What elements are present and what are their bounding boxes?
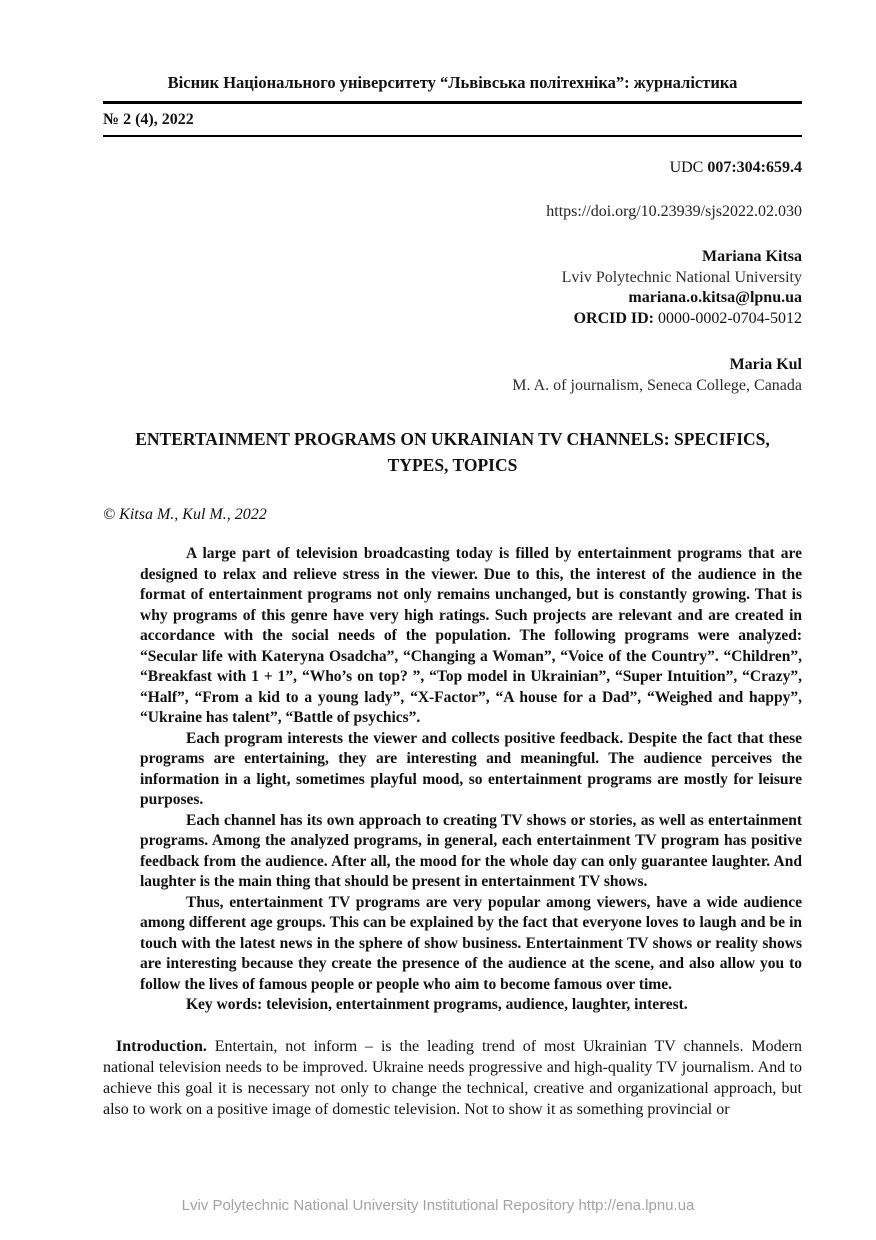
orcid-label: ORCID ID: <box>573 309 659 327</box>
udc-value: 007:304:659.4 <box>707 159 802 176</box>
author-affiliation: M. A. of journalism, Seneca College, Canada <box>512 376 802 394</box>
repository-footer: Lviv Polytechnic National University Institutional Repository http://ena.lpnu.ua <box>181 1197 695 1214</box>
abstract-paragraph: Each program interests the viewer and collects positive feedback. Despite the fact that these programs are entertaining, they are interesting and meaningful. The audience perceives the information in a light, sometimes playful mood, so entertainment programs are mostly for leisure purposes. <box>140 729 802 808</box>
introduction-heading: Introduction. <box>116 1037 207 1055</box>
author-name: Maria Kul <box>729 356 802 373</box>
doi-link: https://doi.org/10.23939/sjs2022.02.030 <box>546 203 802 220</box>
copyright-line: © Kitsa M., Kul M., 2022 <box>103 506 267 523</box>
author-block-2 <box>103 355 802 396</box>
header-rule-bottom <box>103 135 802 137</box>
author-block-1 <box>103 247 802 329</box>
issue-number: № 2 (4), 2022 <box>103 111 194 128</box>
abstract-paragraph: Each channel has its own approach to creating TV shows or stories, as well as entertainment programs. Among the analyzed programs, in general, each entertainment TV program has positive feedback from the audience. After all, the mood for the whole day can only guarantee laughter. And laughter is the main thing that should be present in entertainment TV shows. <box>140 811 802 890</box>
introduction-text: Entertain, not inform – is the leading trend of most Ukrainian TV channels. Modern national television needs to be improved. Ukraine needs progressive and high-quality TV journalism. And to achieve this goal it is necessary not only to change the technical, creative and organizational approach, but also to work on a positive image of domestic television. Not to show it as something provincial or <box>103 1037 802 1118</box>
abstract <box>140 544 802 1016</box>
paper-title: ENTERTAINMENT PROGRAMS ON UKRAINIAN TV CHANNELS: SPECIFICS, TYPES, TOPICS <box>135 429 770 475</box>
article-body <box>103 1036 802 1120</box>
orcid-value: 0000-0002-0704-5012 <box>658 309 802 327</box>
author-name: Mariana Kitsa <box>702 248 802 265</box>
keywords-line: Key words: television, entertainment programs, audience, laughter, interest. <box>186 996 688 1013</box>
abstract-paragraph: A large part of television broadcasting today is filled by entertainment programs that are designed to relax and relieve stress in the viewer. Due to this, the interest of the audience in the format of entertainment programs not only remains unchanged, but is constantly growing. That is why programs of this genre have very high ratings. Such projects are relevant and are created in accordance with the social needs of the population. The following programs were analyzed: “Secular life with Kateryna Osadcha”, “Changing a Woman”, “Voice of the Country”. “Children”, “Breakfast with 1 + 1”, “Who’s on top? ”, “Top model in Ukrainian”, “Super Intuition”, “Crazy”, “Half”, “From a kid to a young lady”, “X-Factor”, “A house for a Dad”, “Weighed and happy”, “Ukraine has talent”, “Battle of psychics”. <box>140 545 802 726</box>
author-orcid-line <box>103 309 802 330</box>
udc-line <box>103 159 802 177</box>
introduction-paragraph <box>103 1036 802 1120</box>
author-email: mariana.o.kitsa@lpnu.ua <box>628 289 802 306</box>
udc-label: UDC <box>669 159 708 176</box>
abstract-paragraph: Thus, entertainment TV programs are very popular among viewers, have a wide audience among different age groups. This can be explained by the fact that everyone loves to laugh and be in touch with the latest news in the sphere of show business. Entertainment TV shows or reality shows are interesting because they create the presence of the audience at the scene, and also allow you to follow the lives of famous people or people who aim to become famous over time. <box>140 893 802 993</box>
journal-header: Вісник Національного університету “Львівська політехніка”: журналістика <box>167 73 738 92</box>
author-affiliation: Lviv Polytechnic National University <box>561 268 802 286</box>
header-rule-top <box>103 101 802 104</box>
